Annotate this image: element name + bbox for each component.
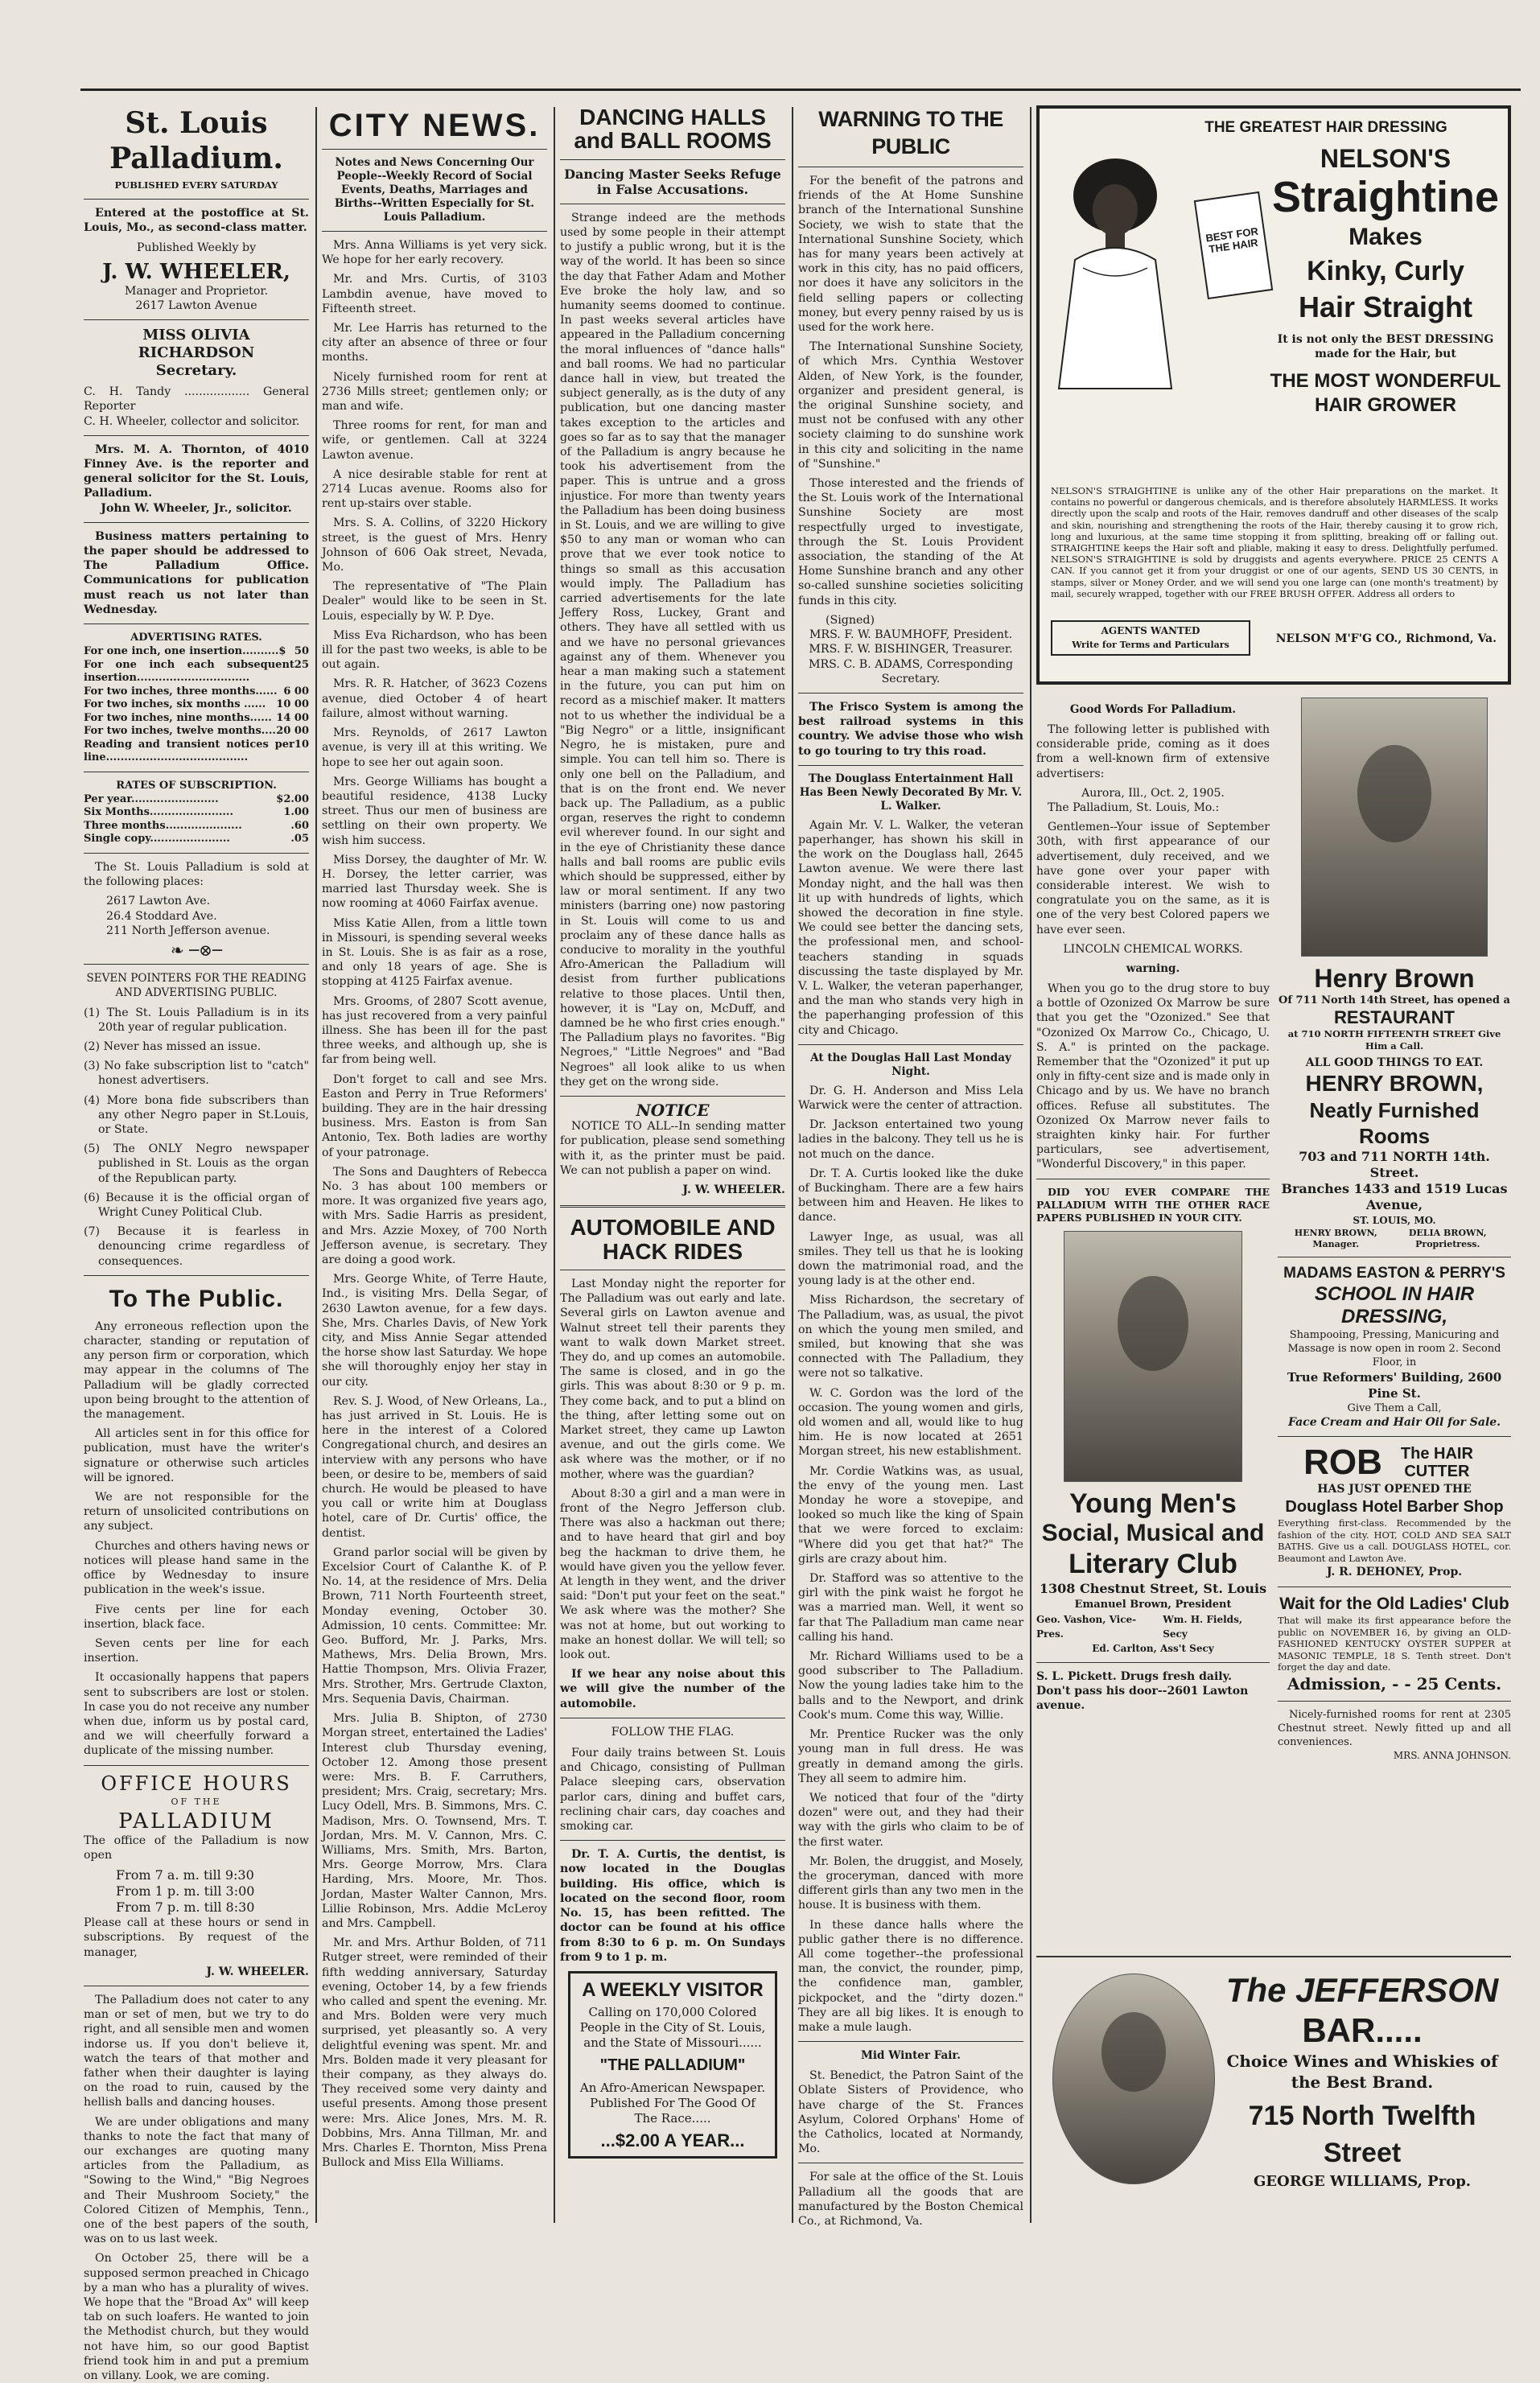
lady-icon <box>1051 147 1212 389</box>
masthead-title: St. Louis Palladium. <box>109 106 283 175</box>
signature: MRS. F. W. BISHINGER, Treasurer. <box>809 643 1013 656</box>
club-sec: Wm. H. Fields, Secy <box>1163 1613 1243 1640</box>
publisher-address: 2617 Lawton Avenue <box>135 299 257 313</box>
rate-row: For two inches, three months...... 6 00 <box>84 685 309 698</box>
notice-sig: J. W. WHEELER. <box>682 1183 785 1196</box>
news-item: The Sons and Daughters of Rebecca No. 3 has about 100 members or more. It was organized five years ago, with Mrs. Sadie Harris as president, and Mrs. Azzie Moxey, of 700 North Jefferson avenue, is secretary. They are doing a good work. <box>322 1165 547 1266</box>
article-body: Miss Richardson, the secretary of The Palladium, was, as usual, the pivot on which the young men smiled, and smiled, but knowing that she was connected with The Palladium, they were not so talkative. <box>798 1294 1023 1381</box>
column-rule <box>315 107 317 2223</box>
column-city-news <box>322 105 547 2229</box>
straightine-not-only: It is not only the BEST DRESSING made for the Hair, but <box>1277 333 1494 360</box>
rate-row: Reading and transient notices per line....................................... 10 <box>84 738 309 764</box>
article-body: Mr. Cordie Watkins was, as usual, the envy of the young men. Last Monday he wore a stovepipe, and looked so much like the king of Spain that we were forced to exclaim: "Where did you get that hat?" The girls are crazy about him. <box>798 1464 1023 1566</box>
visitor-desc: An Afro-American Newspaper. Published For The Good Of The Race..... <box>579 2080 766 2126</box>
notice-title: NOTICE <box>636 1100 710 1120</box>
rob-prop: J. R. DEHONEY, Prop. <box>1326 1566 1463 1578</box>
office-hours-sig: J. W. WHEELER. <box>206 1965 309 1978</box>
visitor-price: ...$2.00 A YEAR... <box>600 2130 745 2151</box>
straightine-top: THE GREATEST HAIR DRESSING <box>1204 119 1447 136</box>
article-body: Last Monday night the reporter for The Palladium was out early and late. Several girls on Lawton avenue and Walnut street tell their parents they want to walk down Market street. They do, and up comes an automobile. The same is closed, and in go the girls. This was about 8:30 or 9 p. m. They come back, and to put a blind on the thing, after letting some out on Market street, they came up Lawton avenue, and out the girls come. We ask where was the mother, or if no mother, where was the guardian? <box>560 1277 785 1481</box>
dancing-title-2: and BALL ROOMS <box>574 128 772 154</box>
warning-title: WARNING TO THE PUBLIC <box>818 107 1003 158</box>
flag-title: FOLLOW THE FLAG. <box>611 1725 735 1739</box>
product-box <box>1194 191 1273 299</box>
news-item: Mrs. R. R. Hatcher, of 3623 Cozens avenue, died October 4 of heart failure, almost without warning. <box>322 677 547 720</box>
place: 2617 Lawton Ave. <box>106 895 211 908</box>
article-body: Mr. Richard Williams used to be a good subscriber to The Palladium. Now the young ladies take him to the balls and to the Newport, and drink Cook's mum. Come this way, Willie. <box>798 1650 1023 1722</box>
straightine-wonderful: THE MOST WONDERFUL HAIR GROWER <box>1270 370 1501 416</box>
jefferson-ad <box>1036 1956 1511 2215</box>
article-body: The International Sunshine Society, of which Mrs. Cynthia Westover Alden, of New York, is the founder, organizer and president general, is the original Sunshine society, and must not be confused with any other society claiming to do sunshine work in this city and soliciting in the name of "Sunshine." <box>798 340 1023 471</box>
article-body: Mr. Bolen, the druggist, and Mosely, the groceryman, danced with more different girls than any two men in the house. It is business with them. <box>798 1854 1023 1912</box>
straightine-kinky: Kinky, Curly <box>1307 256 1464 286</box>
straightine-headline <box>1265 144 1506 418</box>
rooms-sig: MRS. ANNA JOHNSON. <box>1393 1749 1511 1761</box>
news-item: Three rooms for rent, for man and wife, or gentlemen. Call at 3224 Lawton avenue. <box>322 419 547 462</box>
office-hours-intro: The office of the Palladium is now open <box>84 1834 309 1862</box>
weekly-visitor-ad <box>568 1971 777 2159</box>
office-hours-title: OFFICE HOURS <box>101 1772 292 1795</box>
easton-title: MADAMS EASTON & PERRY'S <box>1283 1265 1505 1282</box>
signature: MRS. C. B. ADAMS, Corresponding Secretary. <box>808 657 1014 685</box>
advertising-title: ADVERTISING RATES. <box>130 632 262 644</box>
brown-proprietress: DELIA BROWN, Proprietress. <box>1408 1228 1487 1249</box>
jefferson-wines: Choice Wines and Whiskies of the Best Brand. <box>1226 2052 1498 2092</box>
article-body: We noticed that four of the "dirty dozen" were out, and they had their way with the girls who claim to be of the first water. <box>798 1791 1023 1849</box>
article-body: Strange indeed are the methods used by some people in their attempt to justify a public wrong, but it is the way of the world. It has been so since the day that Father Adam and Mother Eve broke the holy law, and so humanity seems doomed to continue. In past weeks several articles have appeared in the Palladium concerning the moral influences of "dance halls" and ball rooms. We had no particular dance hall in view, but treated the subject generally, as is the duty of any publication, but one dancing master takes exception to the articles and goes so far as to say that the manager of the Palladium is angry because he took his advertisement from the paper. This is untrue and a gross injustice. For more than twenty years the Palladium has been doing business in St. Louis, and we are willing to give $50 to any man or woman who can prove that we ever took notice to things so small as this accusation would imply. The Palladium has carried advertisements for the late Jeffery Ross, Luckey, Grant and others. They have all settled with us and we have no personal grievances against any of them. Whenever you hear a man making such a statement in the future, you can put him on record as a mischief maker. It matters not to us whether the individual be a "Big Negro" or a little, insignificant Negro, he is mistaken, pure and simple. You can tell him so. There is only one bell on the Palladium, and that is on the front end. We never back up. The Palladium, as a public organ, reserves the right to condemn evil wherever found. In our sight and in the eye of Christianity these dance halls and ball rooms are public evils which should be suppressed, either by law or moral sentiment. If any two ministers (barring one) now pastoring in St. Louis will come to us and proclaim any of these dance halls as conducive to morality in the youthful Afro-American the Palladium will desist from further publications relative to those places. Until then, however, it is "Lay on, McDuff, and damned be he who first cries enough." The Palladium plays no favorites. "Big Negroes," "Little Negroes" and "Bad Negroes" all look alike to us when they get on the wrong side. <box>560 211 785 1089</box>
wheeler-jr-note: John W. Wheeler, Jr., solicitor. <box>101 501 292 515</box>
news-item: The representative of "The Plain Dealer" would like to be seen in St. Louis, especially by W. P. Dye. <box>322 580 547 623</box>
news-item: Mrs. S. A. Collins, of 3220 Hickory street, is the guest of Mrs. Henry Johnson of 606 Oak street, Nevada, Mo. <box>322 517 547 574</box>
brown-name-2: HENRY BROWN, <box>1305 1071 1484 1096</box>
pickett-ad: S. L. Pickett. Drugs fresh daily. Don't pass his door--2601 Lawton avenue. <box>1036 1669 1249 1712</box>
article-body: Those interested and the friends of the St. Louis work of the International Sunshine Society are most respectfully urged to investigate, through the St. Louis Provident association, the standing of the At Home Sunshine branch and any other so-called sunshine societies soliciting funds in this city. <box>798 477 1023 607</box>
club-vp: Geo. Vashon, Vice-Pres. <box>1036 1613 1137 1640</box>
hours-item: From 7 a. m. till 9:30 <box>116 1867 254 1883</box>
article-body: When you go to the drug store to buy a bottle of Ozonized Ox Marrow be sure that you get the "Ozonized." See that "Ozonized Ox Marrow Co., Chicago, U. S. A." is printed on the package. Remember that the "Ozonized" it put up only in fifty-cent size and is made only in Chicago and by us. We have no branch offices. Refuse all substitutes. The Ozonized Ox Marrow never fails to straighten kinky hair. For further particulars, see advertisement, "Wonderful Discovery," in this paper. <box>1036 982 1270 1171</box>
brown-branches: Branches 1433 and 1519 Lucas Avenue, <box>1281 1181 1508 1212</box>
fair-head: Mid Winter Fair. <box>860 2049 961 2063</box>
rob-shop: Douglass Hotel Barber Shop <box>1285 1498 1504 1516</box>
article-body: The following letter is published with considerable pride, coming as it does from a well-known firm of extensive advertisers: <box>1036 723 1270 780</box>
easton-cream: Face Cream and Hair Oil for Sale. <box>1287 1416 1501 1429</box>
article-body: W. C. Gordon was the lord of the occasion. The young women and girls, old women and all, would like to hug him. He is now located at 2651 Morgan street, his new establishment. <box>798 1386 1023 1459</box>
lady-illustration <box>1051 147 1212 389</box>
paragraph: It occasionally happens that papers sent to subscribers are lost or stolen. In case you do not receive any number when due, inform us by postal card, and we will cheerfully forward a duplicate of the missing number. <box>84 1671 309 1758</box>
rate-row: Three months..................... .60 <box>84 819 309 832</box>
notice-text: NOTICE TO ALL--In sending matter for publication, please send something with it, as the printer must be paid. We can not publish a paper on wind. <box>560 1120 785 1177</box>
rate-row: For one inch, one insertion..........$ 50 <box>84 645 309 658</box>
letter-to: The Palladium, St. Louis, Mo.: <box>1048 801 1220 815</box>
straightine-company: NELSON M'F'G CO., Richmond, Va. <box>1275 632 1497 645</box>
article-body: If we hear any noise about this we will give the number of the automobile. <box>560 1668 785 1710</box>
business-note: Business matters pertaining to the paper should be addressed to The Palladium Office. Communications for publication must reach us not later than Wednesday. <box>84 529 309 616</box>
rob-text: Everything first-class. Recommended by the fashion of the city. HOT, COLD AND SEA SALT BATHS. Give us a call. DOUGLASS HOTEL, cor. Beaumont and Lawton Ave. <box>1278 1517 1511 1564</box>
sale-note: For sale at the office of the St. Louis Palladium all the goods that are manufactured by the Boston Chemical Co., at Richmond, Va. <box>798 2171 1023 2228</box>
thornton-note: Mrs. M. A. Thornton, of 4010 Finney Ave. is the reporter and general solicitor for the St. Louis, Palladium. <box>84 442 309 500</box>
advertising-rates <box>84 645 309 765</box>
club-president-photo <box>1064 1231 1242 1482</box>
sub-column-left <box>1036 698 1270 1718</box>
ornament-icon: ❧ ─⊗─ <box>171 940 222 960</box>
jefferson-address: 715 North Twelfth Street <box>1248 2101 1476 2168</box>
list-item: (4) More bona fide subscribers than any other Negro paper in St.Louis, or State. <box>84 1093 309 1137</box>
place: 26.4 Stoddard Ave. <box>106 909 217 923</box>
letter-body: Gentlemen--Your issue of September 30th, with first appearance of our advertisement, duly received, and we have gone over your paper with considerable interest. We wish to congratulate you on the same, as it is one of the very best Colored papers we have ever seen. <box>1036 821 1270 936</box>
jefferson-text <box>1221 1970 1503 2192</box>
to-public-title: To The Public. <box>109 1285 284 1312</box>
paragraph: We are under obligations and many thanks to note the fact that many of our exchanges are quoting many articles from the Palladium, as "Sowing to the Wind," "Big Negroes and Their Mushroom Society," the Colored Citizen of Memphis, Tenn., one of the best papers of the south, was on to us last week. <box>84 2115 309 2246</box>
column-rule <box>1030 107 1031 2223</box>
straightine-straight: Hair Straight <box>1298 290 1473 323</box>
ladies-title: Wait for the Old Ladies' Club <box>1279 1595 1509 1613</box>
secretary-name: MISS OLIVIA RICHARDSON <box>138 327 255 362</box>
pointers-title: SEVEN POINTERS FOR THE READING AND ADVERTISING PUBLIC. <box>86 972 307 1000</box>
ladies-text: That will make its first appearance before the public on NOVEMBER 16, by giving an OLD-FASHIONED KENTUCKY OYSTER SUPPER at MASONIC TEMPLE, 18 S. Tenth street. Don't forget the day and date. <box>1278 1615 1511 1673</box>
signature: MRS. F. W. BAUMHOFF, President. <box>809 628 1013 642</box>
published-line: PUBLISHED EVERY SATURDAY <box>114 179 278 191</box>
article-body: About 8:30 a girl and a man were in front of the Negro Jefferson club. There was also a hackman out there; and to have heard that girl and boy beg the hackman to drive them, he would have given you the yellow fever. At length in they went, and the driver said: "Don't put your feet on the seat." We ask where was the mother? She was not at home, but out working to make an honest dollar. We will tell; so look out. <box>560 1487 785 1662</box>
box-label: BEST FOR THE HAIR <box>1204 224 1259 255</box>
brown-rooms: Neatly Furnished Rooms <box>1309 1098 1480 1148</box>
city-news-subhead: Notes and News Concerning Our People--Weekly Record of Social Events, Deaths, Marriages and Births--Written Especially for St. Louis Palladium. <box>334 156 535 224</box>
column-rule <box>554 107 555 2223</box>
rate-row: Six Months....................... 1.00 <box>84 806 309 819</box>
brown-restaurant: RESTAURANT <box>1334 1007 1455 1027</box>
paragraph: We are not responsible for the return of unsolicited contributions on any subject. <box>84 1491 309 1533</box>
rob-opened: HAS JUST OPENED THE <box>1317 1483 1472 1496</box>
paragraph: On October 25, there will be a supposed sermon preached in Chicago by a man who has a plurality of wives. We hope that the "Broad Ax" will keep tab on such loafers. He wanted to join the Methodist church, but they would not have him, so our good Baptist friend took him in and put a premium on villany. Look, we are coming. <box>84 2252 309 2383</box>
subscription-title: RATES OF SUBSCRIPTION. <box>116 779 277 792</box>
weekly-by: Published Weekly by <box>136 241 257 254</box>
article-body: St. Benedict, the Patron Saint of the Oblate Sisters of Providence, who have charge of the St. Frances Asylum, Colored Orphans' Home of the Catholics, located at Normandy, Mo. <box>798 2069 1023 2156</box>
article-body: Dr. Stafford was so attentive to the girl with the pink waist he forgot he was a married man. Well, it went so far that The Palladium man came near calling his hand. <box>798 1572 1023 1644</box>
staff-line: C. H. Wheeler, collector and solicitor. <box>84 414 300 428</box>
paragraph: The Palladium does not cater to any man or set of men, but we try to do right, and all sensible men and women indorse us. If you don't believe it, watch the tears of that mother and father when their daughter is laying on the road to ruin, caused by the hellish balls and dancing houses. <box>84 1993 309 2109</box>
entered-note: Entered at the postoffice at St. Louis, Mo., as second-class matter. <box>84 207 309 235</box>
brown-opened: Of 711 North 14th Street, has opened a <box>1279 994 1510 1006</box>
office-hours-of: OF THE <box>171 1796 222 1807</box>
douglas-head: At the Douglas Hall Last Monday Night. <box>810 1051 1011 1078</box>
visitor-name: "THE PALLADIUM" <box>599 2056 746 2075</box>
news-item: Mrs. Anna Williams is yet very sick. We hope for her early recovery. <box>322 239 547 267</box>
news-item: Rev. S. J. Wood, of New Orleans, La., has just arrived in St. Louis. He is here in the interest of a Colored Congregational church, and desires an interview with any persons who have been, or desire to be, members of said church. He would be pleased to have you call or write him at Douglass hotel, care of Dr. Curtis' office, the dentist. <box>322 1394 547 1540</box>
sub-column-right <box>1278 698 1511 1763</box>
easton-building: True Reformers' Building, 2600 Pine St. <box>1287 1370 1502 1401</box>
paragraph: Any erroneous reflection upon the character, standing or reputation of any person firm or corporation, which may appear in the columns of The Palladium will be gladly corrected upon being brought to the attention of the management. <box>84 1319 309 1422</box>
straightine-brand: NELSON'S <box>1320 144 1451 173</box>
dancing-title: DANCING HALLS <box>579 105 766 130</box>
list-item: (1) The St. Louis Palladium is in its 20th year of regular publication. <box>84 1006 309 1034</box>
news-item: Nicely furnished room for rent at 2736 Mills street; gentlemen only; or man and wife. <box>322 370 547 414</box>
jefferson-prop: GEORGE WILLIAMS, Prop. <box>1253 2173 1472 2190</box>
news-item: Mr. Lee Harris has returned to the city after an absence of three or four months. <box>322 322 547 364</box>
flag-text: Four daily trains between St. Louis and Chicago, consisting of Pullman Palace sleeping cars, observation parlor cars, dining and buffet cars, reclining chair cars, day coaches and smoking car. <box>560 1747 785 1834</box>
brown-address: at 710 NORTH FIFTEENTH STREET Give Him a Call. <box>1287 1028 1501 1052</box>
brown-managers <box>1278 1228 1511 1250</box>
news-item: Don't forget to call and see Mrs. Easton and Perry in True Reformers' building. They are in the hair dressing business. Mrs. Easton is from San Antonio, Tex. Both ladies are worthy of your patronage. <box>322 1072 547 1159</box>
club-title-3: Literary Club <box>1069 1548 1237 1579</box>
straightine-name: Straightine <box>1271 173 1500 221</box>
news-item: Mr. and Mrs. Arthur Bolden, of 711 Rutger street, were reminded of their fifth wedding anniversary, Saturday evening, October 14, by a few friends who called and spent the evening. Mr. and Mrs. Bolden were very much surprised, yet pleasantly so. A very delightful evening was spent. Mr. and Mrs. Bolden made it very pleasant for their company, as they always do. They received some very dainty and useful presents. Among those present were: Mrs. Alice Jones, Mrs. M. R. Dobbins, Mrs. Anna Tillman, Mr. and Mrs. Charles E. Thornton, Miss Prena Bullock and Miss Ella Williams. <box>322 1936 547 2170</box>
staff-line: C. H. Tandy .................. General Reporter <box>84 385 309 414</box>
news-item: Miss Eva Richardson, who has been ill for the past two weeks, is able to be out again. <box>322 628 547 672</box>
straightine-ad <box>1036 105 1511 685</box>
club-title-2: Social, Musical and <box>1041 1519 1265 1546</box>
brown-city: ST. LOUIS, MO. <box>1353 1215 1436 1226</box>
office-hours-note: Please call at these hours or send in subscriptions. By request of the manager, <box>84 1916 309 1959</box>
paragraph: Churches and others having news or notices will please hand same in the office by Wednesday to insure publication in the week's issue. <box>84 1539 309 1597</box>
subscription-rates <box>84 793 309 846</box>
hall-head: The Douglass Entertainment Hall Has Been Newly Decorated By Mr. V. L. Walker. <box>799 772 1023 813</box>
compare-note: DID YOU EVER COMPARE THE PALLADIUM WITH THE OTHER RACE PAPERS PUBLISHED IN YOUR CITY. <box>1036 1185 1270 1224</box>
list-item: (3) No fake subscription list to "catch" honest advertisers. <box>84 1060 309 1088</box>
good-words-title: Good Words For Palladium. <box>1069 703 1237 716</box>
agents-wanted: AGENTS WANTED <box>1101 625 1200 636</box>
ladies-admission: Admission, - - 25 Cents. <box>1287 1673 1502 1694</box>
news-item: Mrs. Reynolds, of 2617 Lawton avenue, is very ill at this writing. We hope to see her out again soon. <box>322 726 547 769</box>
article-body: Mr. Prentice Rucker was the only young man in full dress. He was greatly in demand among the girls. They all seem to admire him. <box>798 1728 1023 1785</box>
news-item: Grand parlor social will be given by Excelsior Court of Calanthe K. of P. No. 14, at the residence of Mrs. Delia Brown, 711 North Fourteenth street, Monday evening, October 30. Admission, 10 cents. Committee: Mr. Geo. Bufford, Mr. J. Parks, Mrs. Mathews, Mrs. Delia Brown, Mrs. Hattie Thompson, Mrs. Olivia Frazer, Mrs. Strother, Mrs. Gertrude Claxton, Mrs. Sequenia Davis, Chairman. <box>322 1545 547 1706</box>
rate-row: For two inches, nine months...... 14 00 <box>84 711 309 724</box>
office-hours-name: PALLADIUM <box>118 1809 274 1834</box>
news-item: Mr. and Mrs. Curtis, of 3103 Lambdin avenue, have moved to Fifteenth street. <box>322 273 547 315</box>
article-body: Dr. G. H. Anderson and Miss Lela Warwick were the center of attraction. <box>798 1084 1023 1112</box>
article-body: Dr. T. A. Curtis looked like the duke of Buckingham. There are a few hairs between him and Heaven. He likes to dance. <box>798 1167 1023 1224</box>
club-address: 1308 Chestnut Street, St. Louis <box>1039 1580 1267 1596</box>
article-body: For the benefit of the patrons and friends of the At Home Sunshine branch of the International Sunshine Society, we wish to state that the International Sunshine Society, which has for many years been actively at work in this city, has no paid officers, nor does it have any solicitors in the field selling papers or collecting money, but every penny raised by us is used for the work here. <box>798 175 1023 335</box>
news-item: A nice desirable stable for rent at 2714 Lucas avenue. Rooms also for rent up-stairs over stable. <box>322 467 547 511</box>
news-item: Miss Dorsey, the daughter of Mr. W. H. Dorsey, the letter carrier, was married last Thursday week. She is now rooming at 4060 Fairfax avenue. <box>322 853 547 911</box>
rate-row: For one inch each subsequent insertion............................... 25 <box>84 658 309 685</box>
henry-brown-photo <box>1301 698 1488 957</box>
warning2-title: warning. <box>1126 962 1180 976</box>
visitor-title: A WEEKLY VISITOR <box>582 1978 764 2001</box>
hours-item: From 7 p. m. till 8:30 <box>116 1899 255 1916</box>
easton-services: Shampooing, Pressing, Manicuring and Massage is now open in room 2. Second Floor, in <box>1287 1329 1501 1368</box>
visitor-text: Calling on 170,000 Colored People in the City of St. Louis, and the State of Missouri...... <box>579 2005 766 2051</box>
hours-item: From 1 p. m. till 3:00 <box>116 1883 255 1899</box>
dateline: Aurora, Ill., Oct. 2, 1905. <box>1081 786 1225 800</box>
publisher-name: J. W. WHEELER, <box>102 259 290 284</box>
column-dancing-halls <box>560 105 785 2229</box>
agents-terms: Write for Terms and Particulars <box>1072 640 1229 651</box>
office-hours-box <box>84 1772 309 1979</box>
brown-manager: HENRY BROWN, Manager. <box>1294 1228 1377 1249</box>
jefferson-bar: BAR..... <box>1302 2011 1423 2049</box>
straightine-makes: Makes <box>1349 224 1423 250</box>
rob-name: ROB <box>1303 1443 1382 1482</box>
news-item: Mrs. Grooms, of 2807 Scott avenue, has just recovered from a very painful illness. She has been ill for the past three weeks, and although up, she is far from being well. <box>322 994 547 1067</box>
article-body: In these dance halls where the public gather there is no difference. All come together--the professional man, the convict, the rounder, pimp, the confidence man, gambler, pickpocket, and the "dirty dozen." They are all big likes. It is enough to make a mule laugh. <box>798 1918 1023 2034</box>
club-asst: Ed. Carlton, Ass't Secy <box>1092 1642 1214 1654</box>
rob-tag: The HAIR CUTTER <box>1400 1445 1473 1480</box>
newspaper-page <box>80 88 1521 2383</box>
curtis-note: Dr. T. A. Curtis, the dentist, is now located in the Douglas building. His office, which is located on the second floor, room No. 15, has been refitted. The doctor can be found at his office from 8:30 to 6 p. m. On Sundays from 9 to 1 p. m. <box>560 1848 785 1964</box>
paragraph: Seven cents per line for each insertion. <box>84 1636 309 1665</box>
club-title-1: Young Men's <box>1069 1488 1237 1519</box>
dancing-subhead: Dancing Master Seeks Refuge in False Accusations. <box>564 166 781 197</box>
rate-row: For two inches, twelve months.... 20 00 <box>84 725 309 738</box>
paragraph: Five cents per line for each insertion, black face. <box>84 1603 309 1631</box>
news-item: Mrs. George White, of Terre Haute, Ind., is visiting Mrs. Della Segar, of 2630 Lawton avenue, for a few days. She, Mrs. Charles Davis, of New York city, and Miss Annie Segar attended the horse show last Saturday. We hope she will thoroughly enjoy her stay in our city. <box>322 1273 547 1389</box>
list-item: (6) Because it is the official organ of Wright Cuney Political Club. <box>84 1191 309 1220</box>
jefferson-name: The JEFFERSON <box>1225 1971 1499 2009</box>
list-item: (2) Never has missed an issue. <box>84 1040 261 1053</box>
article-body: Again Mr. V. L. Walker, the veteran paperhanger, has shown his skill in the work on the Douglass hall, 2645 Lawton avenue. We were there last Monday night, and the hall was then lit up with hundreds of lights, which showed the decoration in fine style. We could see better the dancing sets, the professional men, and school-teachers standing in squads discussing the taste displayed by Mr. V. L. Walker, the veteran paperhanger, and the man who stands very high in the paperhanging profession of this city and Chicago. <box>798 818 1023 1037</box>
news-item: Mrs. George Williams has bought a beautiful residence, 4138 Lucky street. Thus our men of business are settling on their own property. We wish him success. <box>322 775 547 847</box>
column-rule <box>792 107 793 2223</box>
column-warning <box>798 105 1023 2229</box>
brown-rooms-address: 703 and 711 NORTH 14th. Street. <box>1299 1149 1490 1180</box>
rooms-note: Nicely-furnished rooms for rent at 2305 Chestnut street. Newly fitted up and all conveniences. <box>1278 1708 1511 1748</box>
brown-good: ALL GOOD THINGS TO EAT. <box>1305 1056 1484 1069</box>
frisco-note: The Frisco System is among the best railroad systems in this country. We advise those who wish to go touring to try this road. <box>798 700 1023 758</box>
letter-sig: LINCOLN CHEMICAL WORKS. <box>1063 942 1243 956</box>
rate-row: Per year........................ $2.00 <box>84 792 309 805</box>
brown-name: Henry Brown <box>1314 964 1475 993</box>
sold-at: The St. Louis Palladium is sold at the following places: <box>84 860 309 889</box>
list-item: (7) Because it is fearless in denouncing crime regardless of consequences. <box>84 1225 309 1268</box>
article-body: Lawyer Inge, as usual, was all smiles. They tell us that he is looking down the matrimonial road, and the young lady is at the other end. <box>798 1230 1023 1288</box>
news-item: Miss Katie Allen, from a little town in Missouri, is spending several weeks in St. Louis. She is as fair as a rose, and only 18 years of age. She is stopping at 4125 Fairfax avenue. <box>322 916 547 989</box>
office-hours-list <box>84 1867 309 1916</box>
auto-title: AUTOMOBILE AND <box>570 1215 776 1241</box>
paragraph: All articles sent in for this office for publication, must have the writer's signature or otherwise such articles will be ignored. <box>84 1427 309 1484</box>
rob-header <box>1278 1443 1511 1482</box>
column-ads <box>1036 105 1511 2229</box>
list-item: (5) The ONLY Negro newspaper published in St. Louis as the organ of the Republican party. <box>84 1142 309 1185</box>
rate-row: Single copy...................... .05 <box>84 833 309 846</box>
agents-box <box>1051 620 1250 656</box>
news-item: Mrs. Julia B. Shipton, of 2730 Morgan street, entertained the Ladies' Interest club Thursday evening, October 12. Among those present were: Mrs. B. F. Carruthers, president; Mrs. Craig, secretary; Mrs. Lucy Odell, Mrs. B. Simmons, Mrs. C. Madison, Mrs. O. Townsend, Mrs. T. Jordan, Mrs. M. V. Cannon, Mrs. C. Williams, Mrs. Smith, Mrs. Barton, Mrs. George Morrow, Mrs. Clara Harding, Mrs. Moore, Mr. Thos. Jordan, Master Walter Cannon, Mrs. Lillie Robinson, Mrs. Addie McLeroy and Mrs. Campbell. <box>322 1712 547 1930</box>
column-masthead <box>84 105 309 2383</box>
rate-row: For two inches, six months ...... 10 00 <box>84 698 309 711</box>
club-officers <box>1036 1612 1270 1641</box>
pointers-list <box>84 1006 309 1269</box>
article-body: Dr. Jackson entertained two young ladies in the balcony. They tell us he is not much on the dance. <box>798 1118 1023 1161</box>
club-president: Emanuel Brown, President <box>1074 1598 1232 1611</box>
secretary-title: Secretary. <box>155 362 237 380</box>
easton-call: Give Them a Call, <box>1347 1402 1442 1414</box>
signed: (Signed) <box>826 613 875 627</box>
proprietor-photo <box>1052 1973 1215 2184</box>
auto-title-2: HACK RIDES <box>602 1238 743 1264</box>
city-news-title: CITY NEWS. <box>328 108 541 143</box>
publisher-role: Manager and Proprietor. <box>124 284 269 298</box>
easton-school: SCHOOL IN HAIR DRESSING, <box>1314 1283 1475 1327</box>
straightine-body: NELSON'S STRAIGHTINE is unlike any of the other Hair preparations on the market. It contains no powerful or dangerous chemicals, and is therefore absolutely HARMLESS. It works directly upon the scalp and roots of the Hair, removes dandruff and other diseases of the scalp and skin, nourishing and strengthening the roots of the Hair, thereby causing it to grow rich, long and luxurious, at the same time stopping it from splitting, breaking off or falling out. STRAIGHTINE keeps the Hair soft and pliable, making it easy to dress. Delightfully perfumed. NELSON'S STRAIGHTINE is sold by druggists and agents everywhere. PRICE 25 CENTS A CAN. If you cannot get it from your druggist or one of our agents, SEND US 30 CENTS, in stamps, silver or Money Order, and we will send you one large can (one month's treatment) by mail, securely wrapped, together with our FREE BRUSH OFFER. Address all orders to <box>1051 485 1498 599</box>
place: 211 North Jefferson avenue. <box>106 924 270 937</box>
